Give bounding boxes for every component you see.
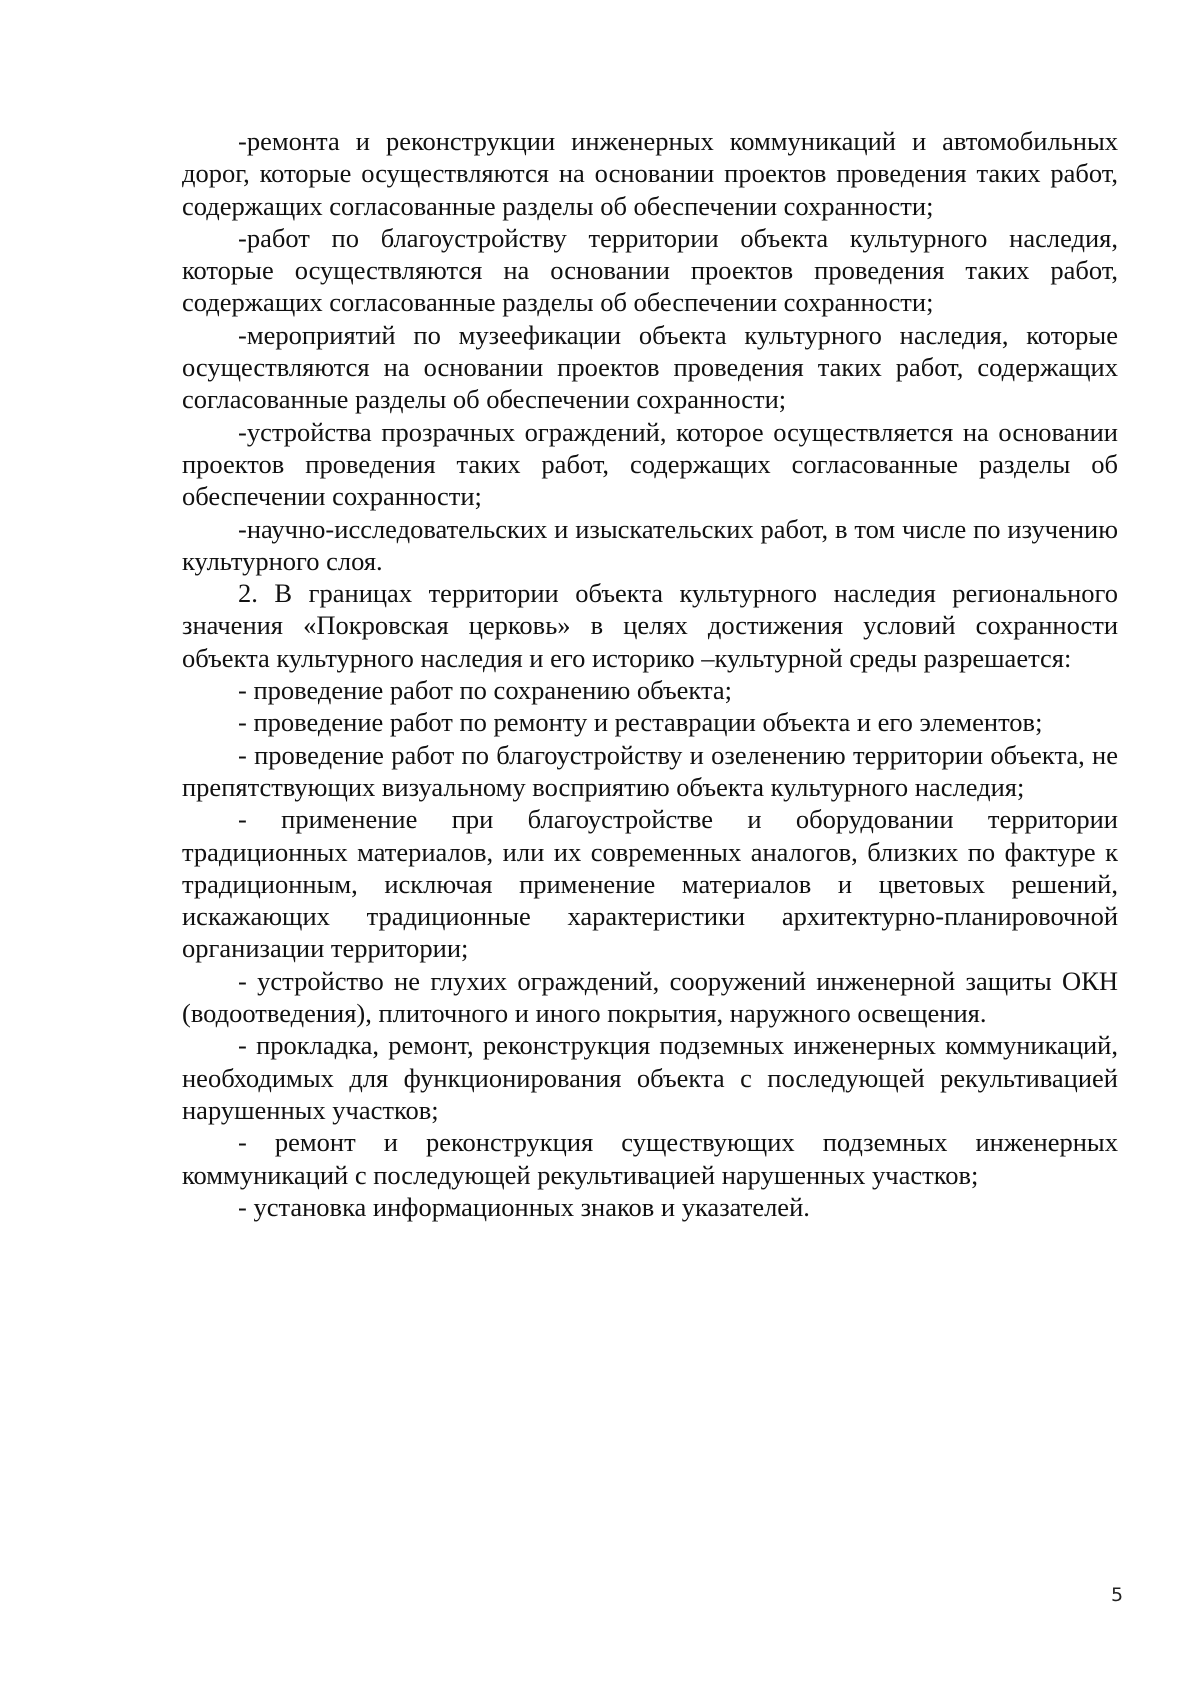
list-item: - применение при благоустройстве и оборудовании территории традиционных материалов, или их современных аналогов, близких по фактуре к традиционным, исключая применение материалов и цветовых решений, искажающих традиционные характеристики архитектурно-планировочной организации территории;: [182, 804, 1118, 964]
paragraph: -работ по благоустройству территории объекта культурного наследия, которые осуществляются на основании проектов проведения таких работ, содержащих согласованные разделы об обеспечении сохранности;: [182, 222, 1118, 318]
list-item: - проведение работ по ремонту и реставрации объекта и его элементов;: [238, 707, 1043, 738]
list-item: - ремонт и реконструкция существующих подземных инженерных коммуникаций с последующей рекультивацией нарушенных участков;: [182, 1127, 1118, 1190]
list-item: - устройство не глухих ограждений, сооружений инженерной защиты ОКН (водоотведения), плиточного и иного покрытия, наружного освещения.: [182, 965, 1118, 1029]
list-item: - установка информационных знаков и указателей.: [238, 1191, 810, 1222]
paragraph: -научно-исследовательских и изыскательских работ, в том числе по изучению культурного слоя.: [182, 513, 1118, 576]
page-number: 5: [1110, 1584, 1124, 1606]
paragraph: -мероприятий по музеефикации объекта культурного наследия, которые осуществляются на основании проектов проведения таких работ, содержащих согласованные разделы об обеспечении сохранности;: [182, 319, 1118, 415]
document-body: [182, 125, 1118, 1223]
section-2-paragraph: 2. В границах территории объекта культурного наследия регионального значения «Покровская церковь» в целях достижения условий сохранности объекта культурного наследия и его историко –культурной среды разрешается:: [182, 578, 1118, 673]
paragraph: -ремонта и реконструкции инженерных коммуникаций и автомобильных дорог, которые осуществляются на основании проектов проведения таких работ, содержащих согласованные разделы об обеспечении сохранности;: [182, 126, 1118, 221]
list-item: - проведение работ по благоустройству и озеленению территории объекта, не препятствующих визуальному восприятию объекта культурного наследия;: [182, 739, 1118, 802]
paragraph: -устройства прозрачных ограждений, которое осуществляется на основании проектов проведения таких работ, содержащих согласованные разделы об обеспечении сохранности;: [182, 416, 1118, 512]
list-item: - проведение работ по сохранению объекта;: [238, 675, 732, 706]
list-item: - прокладка, ремонт, реконструкция подземных инженерных коммуникаций, необходимых для функционирования объекта с последующей рекультивацией нарушенных участков;: [182, 1030, 1118, 1125]
